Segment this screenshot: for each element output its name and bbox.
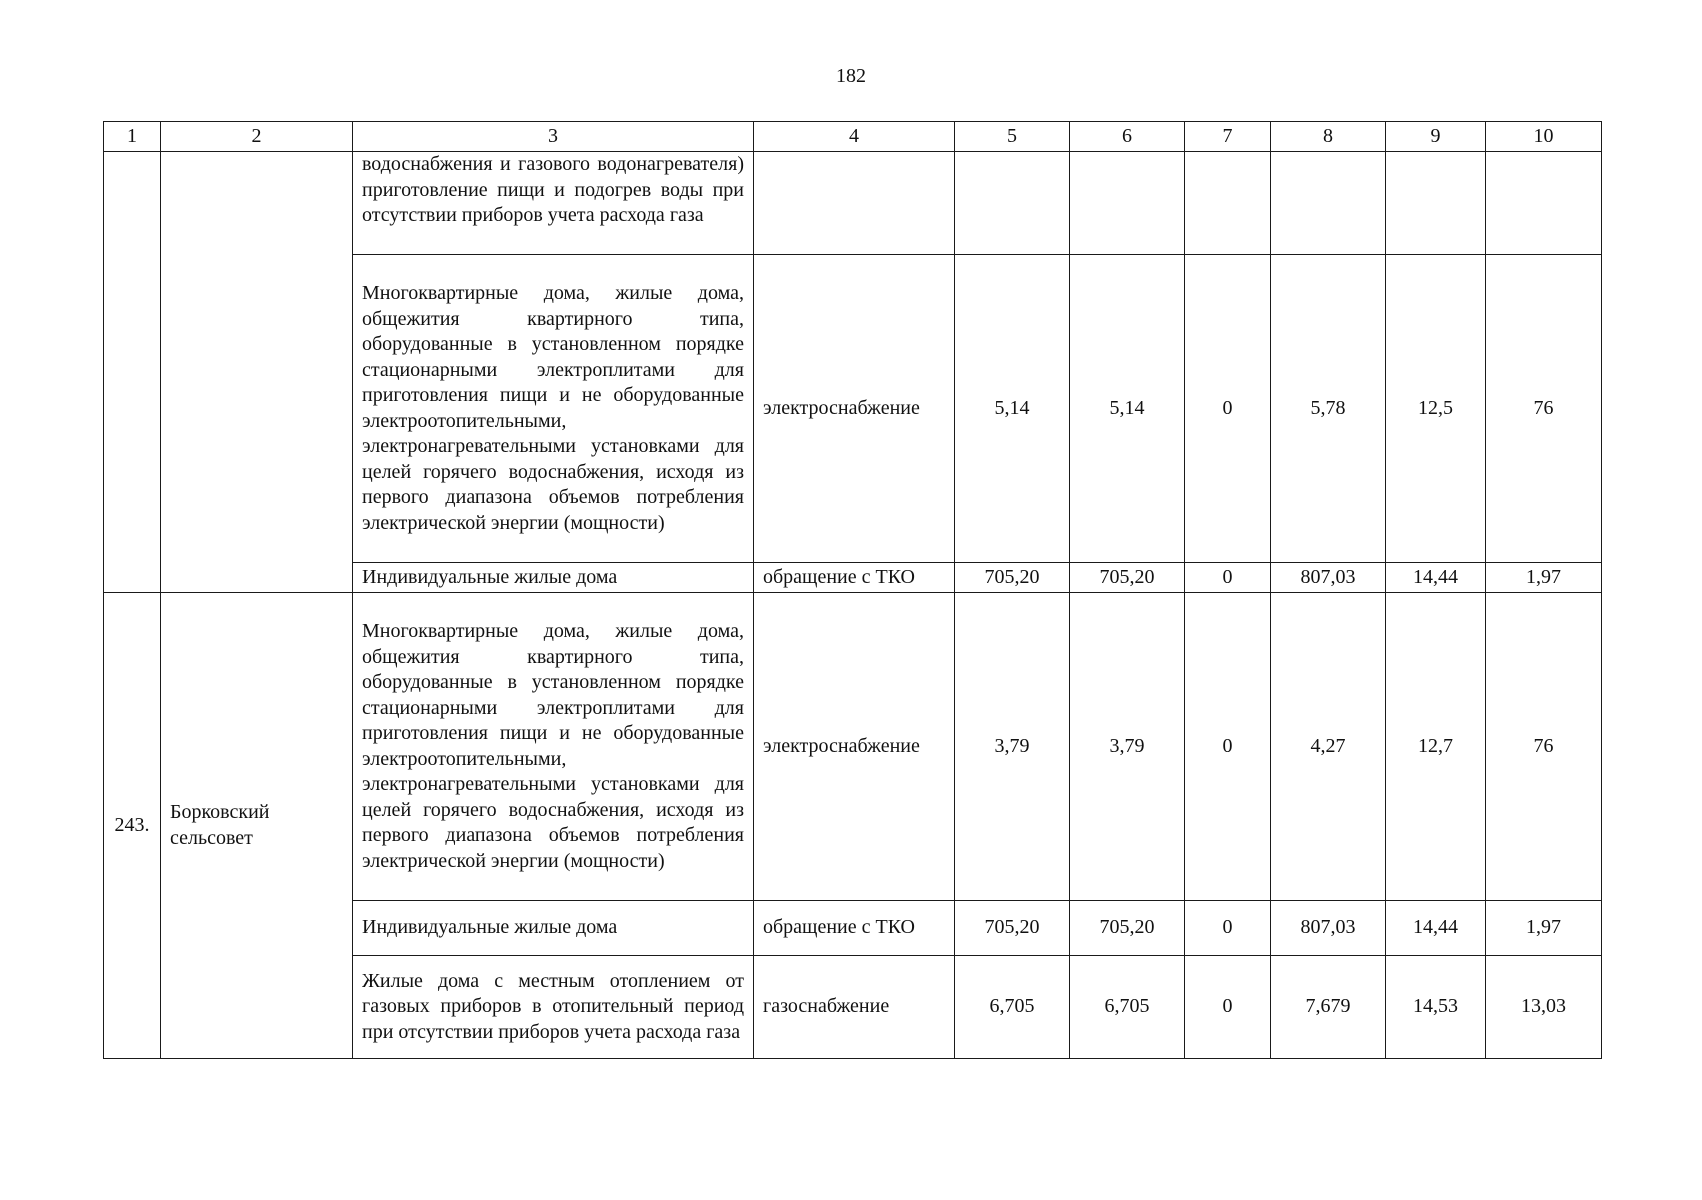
value-cell-5: 705,20 bbox=[955, 563, 1070, 593]
utility-cell: обращение с ТКО bbox=[754, 563, 955, 593]
column-header: 8 bbox=[1271, 122, 1386, 152]
value-cell-8: 7,679 bbox=[1271, 956, 1386, 1059]
settlement-cell bbox=[161, 152, 353, 593]
row-number-cell: 243. bbox=[104, 593, 161, 1059]
value-cell-10: 13,03 bbox=[1486, 956, 1602, 1059]
value-cell-5: 705,20 bbox=[955, 901, 1070, 956]
utility-cell: электроснабжение bbox=[754, 255, 955, 563]
value-cell-6: 5,14 bbox=[1070, 255, 1185, 563]
value-cell-6: 705,20 bbox=[1070, 901, 1185, 956]
page-number: 182 bbox=[836, 65, 866, 87]
value-cell-9: 12,7 bbox=[1386, 593, 1486, 901]
value-cell-9: 14,44 bbox=[1386, 563, 1486, 593]
table-row bbox=[104, 593, 1602, 901]
column-header: 4 bbox=[754, 122, 955, 152]
column-header: 3 bbox=[353, 122, 754, 152]
value-cell-8: 5,78 bbox=[1271, 255, 1386, 563]
value-cell-9: 14,44 bbox=[1386, 901, 1486, 956]
value-cell-5: 5,14 bbox=[955, 255, 1070, 563]
value-cell-8: 807,03 bbox=[1271, 563, 1386, 593]
value-cell-6 bbox=[1070, 152, 1185, 255]
value-cell-8: 4,27 bbox=[1271, 593, 1386, 901]
value-cell-5: 3,79 bbox=[955, 593, 1070, 901]
value-cell-10 bbox=[1486, 152, 1602, 255]
column-header: 2 bbox=[161, 122, 353, 152]
description-cell: Индивидуальные жилые дома bbox=[353, 901, 754, 956]
value-cell-10: 76 bbox=[1486, 255, 1602, 563]
value-cell-6: 705,20 bbox=[1070, 563, 1185, 593]
value-cell-7 bbox=[1185, 152, 1271, 255]
column-header: 6 bbox=[1070, 122, 1185, 152]
description-cell: Многоквартирные дома, жилые дома, общежития квартирного типа, оборудованные в установленном порядке стационарными электроплитами для приготовления пищи и не оборудованные электроотопительными, электронагревательными установками для целей горячего водоснабжения, исходя из первого диапазона объемов потребления электрической энергии (мощности) bbox=[353, 593, 754, 901]
description-cell: Индивидуальные жилые дома bbox=[353, 563, 754, 593]
value-cell-9 bbox=[1386, 152, 1486, 255]
value-cell-7: 0 bbox=[1185, 563, 1271, 593]
description-cell: Жилые дома с местным отоплением от газовых приборов в отопительный период при отсутствии приборов учета расхода газа bbox=[353, 956, 754, 1059]
value-cell-9: 14,53 bbox=[1386, 956, 1486, 1059]
tariff-table bbox=[103, 121, 1602, 1059]
column-header: 5 bbox=[955, 122, 1070, 152]
value-cell-6: 3,79 bbox=[1070, 593, 1185, 901]
table-row bbox=[104, 152, 1602, 255]
value-cell-5: 6,705 bbox=[955, 956, 1070, 1059]
row-number-cell bbox=[104, 152, 161, 593]
settlement-cell: Борковский сельсовет bbox=[161, 593, 353, 1059]
value-cell-10: 76 bbox=[1486, 593, 1602, 901]
value-cell-9: 12,5 bbox=[1386, 255, 1486, 563]
value-cell-8: 807,03 bbox=[1271, 901, 1386, 956]
column-header: 10 bbox=[1486, 122, 1602, 152]
value-cell-7: 0 bbox=[1185, 593, 1271, 901]
utility-cell bbox=[754, 152, 955, 255]
column-header: 1 bbox=[104, 122, 161, 152]
description-cell: Многоквартирные дома, жилые дома, общежития квартирного типа, оборудованные в установленном порядке стационарными электроплитами для приготовления пищи и не оборудованные электроотопительными, электронагревательными установками для целей горячего водоснабжения, исходя из первого диапазона объемов потребления электрической энергии (мощности) bbox=[353, 255, 754, 563]
value-cell-10: 1,97 bbox=[1486, 563, 1602, 593]
table-header-row bbox=[104, 122, 1602, 152]
description-cell: водоснабжения и газового водонагревателя) приготовление пищи и подогрев воды при отсутствии приборов учета расхода газа bbox=[353, 152, 754, 255]
utility-cell: обращение с ТКО bbox=[754, 901, 955, 956]
value-cell-7: 0 bbox=[1185, 255, 1271, 563]
utility-cell: электроснабжение bbox=[754, 593, 955, 901]
value-cell-5 bbox=[955, 152, 1070, 255]
utility-cell: газоснабжение bbox=[754, 956, 955, 1059]
value-cell-10: 1,97 bbox=[1486, 901, 1602, 956]
value-cell-7: 0 bbox=[1185, 901, 1271, 956]
value-cell-6: 6,705 bbox=[1070, 956, 1185, 1059]
value-cell-7: 0 bbox=[1185, 956, 1271, 1059]
column-header: 9 bbox=[1386, 122, 1486, 152]
column-header: 7 bbox=[1185, 122, 1271, 152]
value-cell-8 bbox=[1271, 152, 1386, 255]
